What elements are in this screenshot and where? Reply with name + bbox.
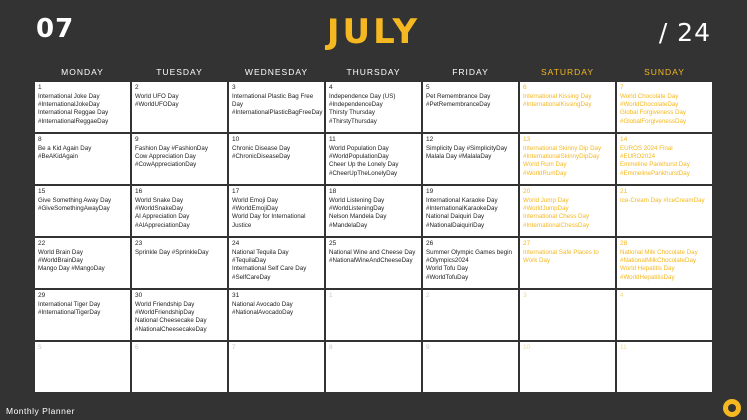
event-line: International Joke Day xyxy=(38,92,100,100)
event-line: Summer Olympic Games begin #Olympics2024 xyxy=(426,248,512,264)
year-label: / 24 xyxy=(658,18,711,47)
event-line: #GiveSomethingAwayDay xyxy=(38,204,110,212)
event-line: World Hepatitis Day xyxy=(620,265,675,273)
day-number: 6 xyxy=(135,344,139,351)
event-line: National Cheesecake Day xyxy=(135,317,207,325)
day-number: 10 xyxy=(523,344,531,351)
event-line: World Chocolate Day xyxy=(620,92,679,100)
footer-title: Monthly Planner xyxy=(6,406,75,416)
day-cell[interactable] xyxy=(325,237,422,289)
day-number: 30 xyxy=(135,292,143,299)
event-line: #WorldRumDay xyxy=(523,169,567,177)
day-number: 5 xyxy=(426,84,430,91)
day-cell[interactable] xyxy=(228,289,325,341)
event-line: #InternationalJokeDay xyxy=(38,100,100,108)
event-line: Nelson Mandela Day xyxy=(329,213,387,221)
month-number: 07 xyxy=(36,14,75,44)
month-title: JULY xyxy=(326,12,421,52)
event-line: #SelfCareDay xyxy=(232,273,271,281)
day-cell[interactable] xyxy=(34,341,131,393)
event-line: Pet Remembrance Day xyxy=(426,92,491,100)
event-line: World Brain Day xyxy=(38,248,83,256)
event-line: #CowAppreciationDay xyxy=(135,161,197,169)
day-number: 14 xyxy=(620,136,628,143)
event-line: National Milk Chocolate Day xyxy=(620,248,698,256)
event-line: #ThirstyThursday xyxy=(329,117,377,125)
day-cell[interactable] xyxy=(519,341,616,393)
day-cell[interactable] xyxy=(325,81,422,133)
day-number: 9 xyxy=(426,344,430,351)
event-line: International Reggae Day xyxy=(38,109,109,117)
weekday-header-sunday: SUNDAY xyxy=(616,63,713,81)
event-line: #EmmelinePankhurstDay xyxy=(620,169,690,177)
day-number: 7 xyxy=(620,84,624,91)
event-line: #WorldHepatitisDay xyxy=(620,273,675,281)
day-number: 17 xyxy=(232,188,240,195)
day-number: 12 xyxy=(426,136,434,143)
event-line: #InternationalChessDay xyxy=(523,221,590,229)
day-cell[interactable] xyxy=(616,81,713,133)
day-number: 16 xyxy=(135,188,143,195)
day-cell[interactable] xyxy=(616,289,713,341)
day-cell[interactable] xyxy=(519,185,616,237)
event-line: Give Something Away Day xyxy=(38,196,112,204)
day-cell[interactable] xyxy=(34,81,131,133)
weekday-header-monday: MONDAY xyxy=(34,63,131,81)
event-line: #InternationalSkinnyDipDay xyxy=(523,152,600,160)
day-number: 28 xyxy=(620,240,628,247)
day-number: 2 xyxy=(135,84,139,91)
day-cell[interactable] xyxy=(34,185,131,237)
event-line: National Wine and Cheese Day xyxy=(329,248,416,256)
day-cell[interactable] xyxy=(228,341,325,393)
day-cell[interactable] xyxy=(616,341,713,393)
day-number: 7 xyxy=(232,344,236,351)
day-number: 18 xyxy=(329,188,337,195)
day-number: 21 xyxy=(620,188,628,195)
day-cell[interactable] xyxy=(519,237,616,289)
event-line: #WorldFriendshipDay xyxy=(135,308,195,316)
event-line: National Daiquiri Day xyxy=(426,213,485,221)
weekday-header-wednesday: WEDNESDAY xyxy=(228,63,325,81)
event-line: World Snake Day xyxy=(135,196,184,204)
event-line: International Kissing Day xyxy=(523,92,592,100)
day-cell[interactable] xyxy=(34,237,131,289)
day-cell[interactable] xyxy=(131,341,228,393)
event-line: World Listening Day xyxy=(329,196,385,204)
event-line: World Emoji Day xyxy=(232,196,278,204)
day-cell[interactable] xyxy=(325,185,422,237)
day-number: 9 xyxy=(135,136,139,143)
day-cell[interactable] xyxy=(131,185,228,237)
weekday-header-friday: FRIDAY xyxy=(422,63,519,81)
day-cell[interactable] xyxy=(616,133,713,185)
event-line: World Day for International Justice xyxy=(232,213,306,229)
day-cell[interactable] xyxy=(519,81,616,133)
day-number: 20 xyxy=(523,188,531,195)
day-number: 10 xyxy=(232,136,240,143)
weekday-header-thursday: THURSDAY xyxy=(325,63,422,81)
event-line: #NationalMilkChocolateDay xyxy=(620,256,697,264)
event-line: #NationalDaiquiriDay xyxy=(426,221,485,229)
event-line: #AIAppreciationDay xyxy=(135,221,190,229)
calendar-grid xyxy=(34,63,713,393)
event-line: #InternationalTigerDay xyxy=(38,308,101,316)
day-cell[interactable] xyxy=(519,133,616,185)
day-number: 1 xyxy=(329,292,333,299)
event-line: World Jump Day xyxy=(523,196,569,204)
event-line: #BeAKidAgain xyxy=(38,152,78,160)
event-line: #InternationalPlasticBagFreeDay xyxy=(232,109,323,117)
event-line: International Self Care Day xyxy=(232,265,307,273)
event-line: EUROS 2024 Final xyxy=(620,144,673,152)
event-line: National Avocado Day xyxy=(232,300,293,308)
event-line: #WorldBrainDay xyxy=(38,256,83,264)
day-number: 3 xyxy=(232,84,236,91)
day-cell[interactable] xyxy=(131,289,228,341)
event-line: Global Forgiveness Day xyxy=(620,109,687,117)
day-number: 6 xyxy=(523,84,527,91)
event-line: #ChronicDiseaseDay xyxy=(232,152,291,160)
day-cell[interactable] xyxy=(422,185,519,237)
day-cell[interactable] xyxy=(422,237,519,289)
day-number: 13 xyxy=(523,136,531,143)
day-cell[interactable] xyxy=(422,289,519,341)
event-line: Mango Day #MangoDay xyxy=(38,265,105,273)
day-number: 15 xyxy=(38,188,46,195)
event-line: #InternationalReggaeDay xyxy=(38,117,109,125)
event-line: Thirsty Thursday xyxy=(329,109,375,117)
event-line: #InternationalKaraokeDay xyxy=(426,204,498,212)
day-cell[interactable] xyxy=(131,237,228,289)
event-line: Chronic Disease Day xyxy=(232,144,291,152)
event-line: #CheerUpTheLonelyDay xyxy=(329,169,398,177)
event-line: International Karaoke Day xyxy=(426,196,498,204)
event-line: AI Appreciation Day xyxy=(135,213,190,221)
event-line: #WorldUFODay xyxy=(135,100,179,108)
event-line: Independence Day (US) xyxy=(329,92,396,100)
day-cell[interactable] xyxy=(616,185,713,237)
day-number: 4 xyxy=(329,84,333,91)
day-number: 8 xyxy=(38,136,42,143)
event-line: #WorldPopulationDay xyxy=(329,152,389,160)
event-line: #IndependenceDay xyxy=(329,100,383,108)
event-line: #TequilaDay xyxy=(232,256,267,264)
event-line: Sprinkle Day #SprinkleDay xyxy=(135,248,209,256)
day-cell[interactable] xyxy=(131,81,228,133)
day-number: 3 xyxy=(523,292,527,299)
day-number: 24 xyxy=(232,240,240,247)
day-number: 2 xyxy=(426,292,430,299)
day-number: 26 xyxy=(426,240,434,247)
event-line: International Chess Day xyxy=(523,213,590,221)
event-line: #InternationalKissingDay xyxy=(523,100,592,108)
day-number: 8 xyxy=(329,344,333,351)
event-line: #GlobalForgivenessDay xyxy=(620,117,687,125)
event-line: #EURO2024 xyxy=(620,152,656,160)
day-cell[interactable] xyxy=(616,237,713,289)
day-cell[interactable] xyxy=(325,289,422,341)
event-line: International Tiger Day xyxy=(38,300,101,308)
day-number: 29 xyxy=(38,292,46,299)
event-line: Cheer Up the Lonely Day xyxy=(329,161,399,169)
event-line: #NationalAvocadoDay xyxy=(232,308,294,316)
day-number: 4 xyxy=(620,292,624,299)
day-number: 23 xyxy=(135,240,143,247)
event-line: #WorldJumpDay xyxy=(523,204,569,212)
event-line: National Tequila Day xyxy=(232,248,289,256)
event-line: Cow Appreciation Day xyxy=(135,152,196,160)
event-line: World Friendship Day xyxy=(135,300,195,308)
weekday-header-tuesday: TUESDAY xyxy=(131,63,228,81)
event-line: Malala Day #MalalaDay xyxy=(426,152,492,160)
event-line: #NationalWineAndCheeseDay xyxy=(329,256,413,264)
day-number: 31 xyxy=(232,292,240,299)
day-cell[interactable] xyxy=(34,289,131,341)
event-line: #WorldTofuDay xyxy=(426,273,469,281)
day-cell[interactable] xyxy=(34,133,131,185)
day-cell[interactable] xyxy=(325,133,422,185)
event-line: Simplicity Day #SimplicityDay xyxy=(426,144,508,152)
event-line: International Skinny Dip Day xyxy=(523,144,602,152)
day-number: 5 xyxy=(38,344,42,351)
day-number: 25 xyxy=(329,240,337,247)
day-cell[interactable] xyxy=(131,133,228,185)
event-line: #WorldListeningDay xyxy=(329,204,385,212)
day-number: 1 xyxy=(38,84,42,91)
day-cell[interactable] xyxy=(228,237,325,289)
day-cell[interactable] xyxy=(422,341,519,393)
event-line: World Tofu Day xyxy=(426,265,469,273)
event-line: #NationalCheesecakeDay xyxy=(135,325,207,333)
day-cell[interactable] xyxy=(519,289,616,341)
event-line: #WorldEmojiDay xyxy=(232,204,278,212)
event-line: Ice-Cream Day #IceCreamDay xyxy=(620,196,705,204)
event-line: Be a Kid Again Day xyxy=(38,144,92,152)
event-line: International Safe Places to Work Day xyxy=(523,248,599,264)
event-line: #MandelaDay xyxy=(329,221,368,229)
day-cell[interactable] xyxy=(228,133,325,185)
event-line: Fashion Day #FashionDay xyxy=(135,144,208,152)
event-line: International Plastic Bag Free Day xyxy=(232,92,314,108)
day-number: 11 xyxy=(620,344,627,351)
event-line: World UFO Day xyxy=(135,92,179,100)
event-line: World Rum Day xyxy=(523,161,567,169)
event-line: #WorldSnakeDay xyxy=(135,204,184,212)
day-cell[interactable] xyxy=(228,185,325,237)
day-number: 19 xyxy=(426,188,434,195)
brand-logo-icon xyxy=(723,399,741,417)
day-number: 11 xyxy=(329,136,336,143)
day-cell[interactable] xyxy=(422,133,519,185)
event-line: Emmeline Pankhurst Day xyxy=(620,161,690,169)
day-cell[interactable] xyxy=(422,81,519,133)
day-number: 22 xyxy=(38,240,46,247)
event-line: #WorldChocolateDay xyxy=(620,100,679,108)
day-cell[interactable] xyxy=(325,341,422,393)
event-line: World Population Day xyxy=(329,144,389,152)
event-line: #PetRemembranceDay xyxy=(426,100,491,108)
weekday-header-saturday: SATURDAY xyxy=(519,63,616,81)
day-number: 27 xyxy=(523,240,531,247)
day-cell[interactable] xyxy=(228,81,325,133)
